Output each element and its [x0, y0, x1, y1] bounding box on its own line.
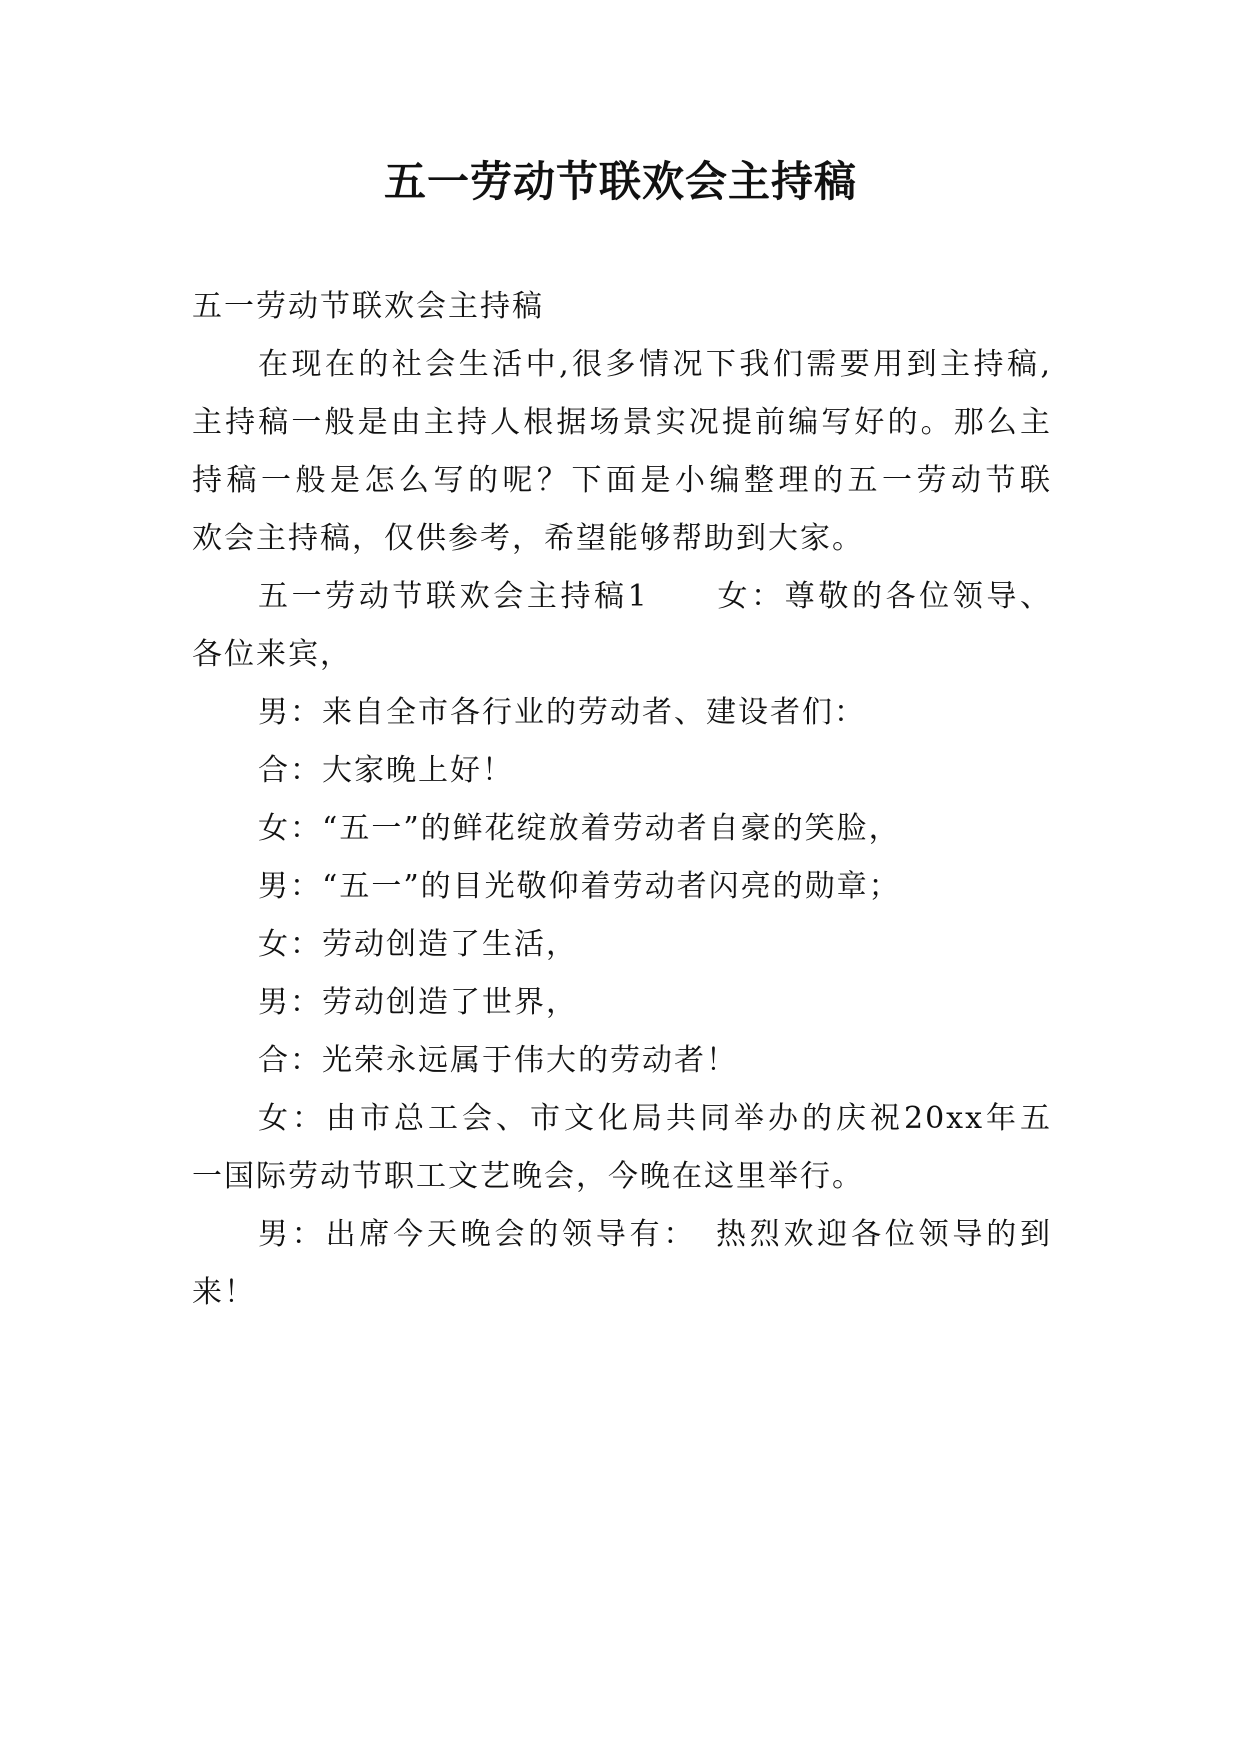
body-line: 合：大家晚上好！ — [258, 753, 514, 788]
body-line: 在现在的社会生活中,很多情况下我们需要用到主持稿, — [258, 347, 1052, 382]
body-line: 男：劳动创造了世界， — [258, 985, 578, 1020]
document-title: 五一劳动节联欢会主持稿 — [383, 157, 857, 206]
body-line: 一国际劳动节职工文艺晚会，今晚在这里举行。 — [192, 1159, 864, 1194]
body-line: 男：出席今天晚会的领导有： 热烈欢迎各位领导的到 — [258, 1217, 1052, 1252]
body-line: 女：劳动创造了生活， — [258, 927, 578, 962]
body-line: 五一劳动节联欢会主持稿1 女：尊敬的各位领导、 — [258, 579, 1052, 614]
body-line: 持稿一般是怎么写的呢？下面是小编整理的五一劳动节联 — [192, 463, 1052, 498]
body-line: 男：“五一”的目光敬仰着劳动者闪亮的勋章； — [258, 869, 901, 904]
body-line: 来！ — [192, 1275, 256, 1310]
body-line: 女：由市总工会、市文化局共同举办的庆祝20xx年五 — [258, 1101, 1052, 1136]
body-line: 欢会主持稿，仅供参考，希望能够帮助到大家。 — [192, 521, 864, 556]
body-line: 女：“五一”的鲜花绽放着劳动者自豪的笑脸， — [258, 811, 901, 846]
body-line: 合：光荣永远属于伟大的劳动者！ — [258, 1043, 738, 1078]
body-line: 各位来宾， — [192, 637, 352, 672]
body-line: 男：来自全市各行业的劳动者、建设者们： — [258, 695, 866, 730]
document-body — [192, 287, 1052, 1331]
body-line: 主持稿一般是由主持人根据场景实况提前编写好的。那么主 — [192, 405, 1052, 440]
body-line-subtitle: 五一劳动节联欢会主持稿 — [192, 289, 544, 324]
